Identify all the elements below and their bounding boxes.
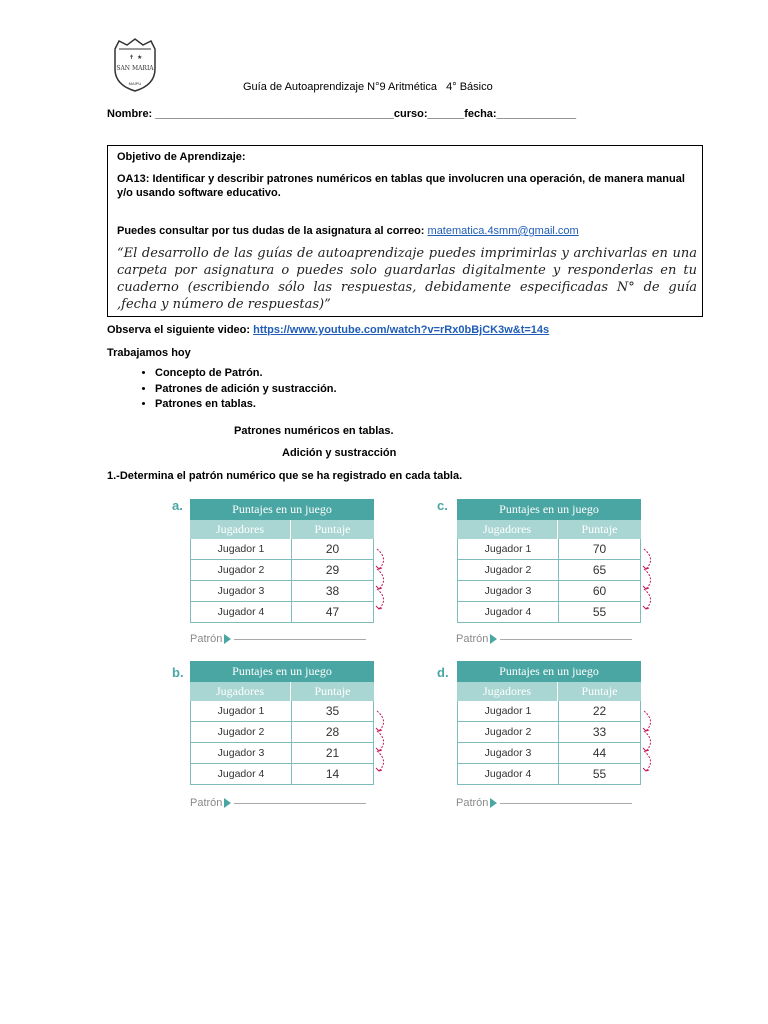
- table-title: Puntajes en un juego: [190, 661, 374, 682]
- video-prefix: Observa el siguiente video:: [107, 324, 254, 336]
- pattern-label: Patrón: [190, 633, 223, 645]
- answer-line[interactable]: [500, 639, 632, 640]
- contact-prefix: Puedes consultar por tus dudas de la asignatura al correo:: [117, 225, 428, 237]
- column-header-score: Puntaje: [581, 522, 618, 536]
- section-subtitle: Adición y sustracción: [282, 447, 397, 459]
- table-header-row: [190, 520, 374, 539]
- instructions-quote: “El desarrollo de las guías de autoaprendizaje puedes imprimirlas y archivarlas en una carpeta por asignatura o puedes solo guardarlas digitalmente y responderlas en tu cuaderno (escribiendo sólo las respuestas, debidamente especificadas N° de guía ,fecha y número de respuestas)”: [117, 246, 697, 312]
- table-row: [457, 764, 641, 785]
- score-cell: 28: [325, 725, 340, 739]
- table-title: Puntajes en un juego: [457, 661, 641, 682]
- player-cell: Jugador 3: [458, 581, 559, 601]
- score-table: [190, 661, 374, 785]
- score-table: [190, 499, 374, 623]
- answer-line[interactable]: [234, 639, 366, 640]
- score-cell: 29: [325, 563, 340, 577]
- table-row: [457, 581, 641, 602]
- triangle-arrow-icon: [490, 634, 497, 644]
- player-cell: Jugador 1: [458, 701, 559, 721]
- table-row: [190, 581, 374, 602]
- score-table: [457, 661, 641, 785]
- table-label: a.: [172, 498, 183, 513]
- column-header-players: Jugadores: [457, 520, 558, 539]
- player-cell: Jugador 3: [191, 581, 292, 601]
- contact-email-link[interactable]: matematica.4smm@gmail.com: [427, 225, 579, 237]
- player-cell: Jugador 3: [458, 743, 559, 763]
- objective-box: [107, 145, 703, 317]
- pattern-answer-field[interactable]: [190, 633, 366, 645]
- school-logo: [107, 35, 163, 93]
- question-1: 1.-Determina el patrón numérico que se ha registrado en cada tabla.: [107, 470, 463, 482]
- table-label: d.: [437, 665, 449, 680]
- pattern-label: Patrón: [190, 797, 223, 809]
- table-row: [457, 560, 641, 581]
- answer-line[interactable]: [500, 803, 632, 804]
- pattern-label: Patrón: [456, 797, 489, 809]
- player-cell: Jugador 2: [458, 722, 559, 742]
- score-table: [457, 499, 641, 623]
- score-cell: 47: [325, 605, 340, 619]
- logo-subtext: MAIPU: [128, 81, 142, 86]
- table-title: Puntajes en un juego: [457, 499, 641, 520]
- column-header-players: Jugadores: [190, 682, 291, 701]
- player-cell: Jugador 4: [458, 764, 559, 784]
- player-cell: Jugador 1: [191, 539, 292, 559]
- table-row: [457, 539, 641, 560]
- table-row: [190, 701, 374, 722]
- table-row: [190, 602, 374, 623]
- pattern-answer-field[interactable]: [190, 797, 366, 809]
- score-cell: 55: [592, 767, 607, 781]
- triangle-arrow-icon: [490, 798, 497, 808]
- score-cell: 21: [325, 746, 340, 760]
- table-header-row: [457, 520, 641, 539]
- player-cell: Jugador 3: [191, 743, 292, 763]
- contact-line: [117, 225, 579, 237]
- table-header-row: [457, 682, 641, 701]
- list-item: • Concepto de Patrón.: [155, 366, 337, 382]
- score-cell: 20: [325, 542, 340, 556]
- table-row: [190, 560, 374, 581]
- table-row: [190, 743, 374, 764]
- score-cell: 38: [325, 584, 340, 598]
- player-cell: Jugador 4: [191, 764, 292, 784]
- pattern-answer-field[interactable]: [456, 797, 632, 809]
- table-row: [457, 743, 641, 764]
- pattern-arrows: [642, 701, 658, 790]
- table-row: [457, 722, 641, 743]
- column-header-score: Puntaje: [314, 684, 351, 698]
- column-header-players: Jugadores: [457, 682, 558, 701]
- svg-text:★: ★: [137, 55, 143, 61]
- table-header-row: [190, 682, 374, 701]
- score-cell: 44: [592, 746, 607, 760]
- triangle-arrow-icon: [224, 798, 231, 808]
- player-cell: Jugador 2: [458, 560, 559, 580]
- pattern-label: Patrón: [456, 633, 489, 645]
- name-course-date-line[interactable]: Nombre: _______________________________________curso:______fecha:_____________: [107, 108, 577, 120]
- score-cell: 33: [592, 725, 607, 739]
- column-header-score: Puntaje: [581, 684, 618, 698]
- table-row: [457, 602, 641, 623]
- svg-text:✝: ✝: [129, 55, 135, 61]
- column-header-score: Puntaje: [314, 522, 351, 536]
- table-row: [190, 539, 374, 560]
- player-cell: Jugador 1: [191, 701, 292, 721]
- table-label: b.: [172, 665, 184, 680]
- pattern-arrows: [642, 539, 658, 628]
- objective-text: OA13: Identificar y describir patrones numéricos en tablas que involucren una operación, de manera manual y/o usando software educativo.: [117, 173, 685, 199]
- score-cell: 55: [592, 605, 607, 619]
- player-cell: Jugador 4: [191, 602, 292, 622]
- score-cell: 70: [592, 542, 607, 556]
- list-item: • Patrones de adición y sustracción.: [155, 382, 337, 398]
- player-cell: Jugador 2: [191, 560, 292, 580]
- page-title: Guía de Autoaprendizaje N°9 Aritmética 4° Básico: [243, 81, 493, 93]
- video-line: [107, 324, 549, 336]
- list-item: • Patrones en tablas.: [155, 397, 337, 413]
- table-title: Puntajes en un juego: [190, 499, 374, 520]
- pattern-arrows: [375, 539, 391, 628]
- score-cell: 22: [592, 704, 607, 718]
- table-label: c.: [437, 498, 448, 513]
- logo-text: SAN MARIA: [116, 65, 154, 72]
- table-row: [190, 722, 374, 743]
- player-cell: Jugador 4: [458, 602, 559, 622]
- table-row: [457, 701, 641, 722]
- pattern-answer-field[interactable]: [456, 633, 632, 645]
- score-cell: 65: [592, 563, 607, 577]
- section-title: Patrones numéricos en tablas.: [234, 425, 394, 437]
- table-row: [190, 764, 374, 785]
- score-cell: 14: [325, 767, 340, 781]
- video-link[interactable]: https://www.youtube.com/watch?v=rRx0bBjCK3w&t=14s: [253, 324, 550, 336]
- objective-heading: Objetivo de Aprendizaje:: [117, 151, 246, 163]
- score-cell: 35: [325, 704, 340, 718]
- player-cell: Jugador 1: [458, 539, 559, 559]
- today-heading: Trabajamos hoy: [107, 347, 191, 359]
- triangle-arrow-icon: [224, 634, 231, 644]
- column-header-players: Jugadores: [190, 520, 291, 539]
- score-cell: 60: [592, 584, 607, 598]
- answer-line[interactable]: [234, 803, 366, 804]
- today-list: [128, 366, 337, 413]
- pattern-arrows: [375, 701, 391, 790]
- player-cell: Jugador 2: [191, 722, 292, 742]
